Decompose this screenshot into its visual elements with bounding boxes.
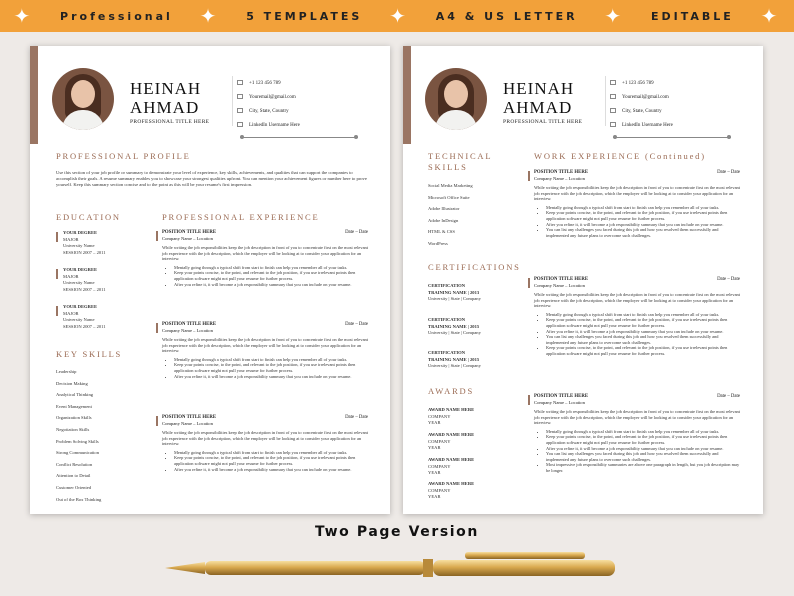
award-item: AWARD NAME HERE COMPANY YEAR (428, 457, 475, 475)
contact-list: +1 123 456 789 Youremail@gmail.com City, State, Country LinkedIn Username Here (237, 77, 300, 133)
section-heading: KEY SKILLS (56, 349, 123, 359)
banner-label: A4 & US LETTER (435, 9, 578, 23)
caption: Two Page Version (315, 524, 479, 540)
skills-list: Leadership Decision Making Analytical Thinking Event Management Organization Skills Negotiation Skills Problem Solving Skills Strong Communication Conflict Resolution Attention to Detail Customer Oriented Out of the Box Thinking (56, 369, 102, 502)
award-item: AWARD NAME HERE COMPANY YEAR (428, 481, 475, 499)
email-icon (237, 94, 243, 99)
star-icon: ✦ (604, 4, 625, 28)
award-item: AWARD NAME HERE COMPANY YEAR (428, 432, 475, 450)
avatar (425, 68, 487, 130)
accent-bar (403, 46, 411, 144)
divider (240, 137, 358, 138)
pen-illustration (165, 548, 625, 582)
certification-item: CERTIFICATION TRAINING NAME | 2013 University | State | Company (428, 283, 481, 301)
section-heading: TECHNICAL SKILLS (428, 151, 493, 172)
job-entry: POSITION TITLE HERE Date – Date Company Name – Location While writing the job responsibilities keep the job description in front of you to concentrate first on the most relevant job experience with the job description, which the employer will be looking at to consider your application for an interview. • Mentally going through a typical shift from start to finish can help you remember all of your tasks. • Keep your points concise, to the point, and relevant to the job position, if you use irrelevant points then application software might not pull your resume for further process. • After you refine it, it will become a job responsibility summary that you can include on your resume. (162, 415, 368, 472)
education-item: YOUR DEGREE MAJOR University Name SESSION 2007 – 2011 (63, 230, 106, 255)
star-icon: ✦ (389, 4, 409, 28)
award-item: AWARD NAME HERE COMPANY YEAR (428, 407, 475, 425)
phone-icon (610, 80, 616, 85)
section-heading: AWARDS (428, 386, 475, 396)
job-entry: POSITION TITLE HERE Date – Date Company Name – Location While writing the job responsibilities keep the job description in front of you to concentrate first on the most relevant job experience with the job description, which the employer will be looking at to consider your application for an interview. • Mentally going through a typical shift from start to finish can help you remember all of your tasks. • Keep your points concise, to the point, and relevant to the job position, if you use irrelevant points then application software might not pull your resume for further process. • After you refine it, it will become a job responsibility summary that you can include on your resume. • You can list any challenges you faced during this job and how you resolved them successfully and implemented any future plans to overcome such challenges. • Most impressive job responsibility summaries are above one paragraph in length, but you job description may be longer. (534, 394, 740, 474)
resume-page-2 (403, 46, 763, 514)
resume-name: HEINAH AHMAD (503, 79, 575, 117)
linkedin-icon (610, 122, 616, 127)
job-entry: POSITION TITLE HERE Date – Date Company Name – Location While writing the job responsibilities keep the job description in front of you to concentrate first on the most relevant job experience with the job description, which the employer will be looking at to consider your application for an interview. • Mentally going through a typical shift from start to finish can help you remember all of your tasks. • Keep your points concise, to the point, and relevant to the job position, if you use irrelevant points then application software might not pull your resume for further process. • After you refine it, it will become a job responsibility summary that you can include on your resume. • You can list any challenges you faced during this job and how you resolved them successfully and implemented any future plans to overcome such challenges. • Keep your points concise, to the point, and relevant to the job position, if you use irrelevant points then application software might not pull your resume for further process. (534, 277, 740, 357)
certification-item: CERTIFICATION TRAINING NAME | 2015 University | State | Company (428, 350, 481, 368)
job-entry: POSITION TITLE HERE Date – Date Company Name – Location While writing the job responsibilities keep the job description in front of you to concentrate first on the most relevant job experience with the job description, which the employer will be looking at to consider your application for an interview. • Mentally going through a typical shift from start to finish can help you remember all of your tasks. • Keep your points concise, to the point, and relevant to the job position, if you use irrelevant points then application software might not pull your resume for further process. • After you refine it, it will become a job responsibility summary that you can include on your resume. (162, 230, 368, 287)
certification-item: CERTIFICATION TRAINING NAME | 2015 University | State | Company (428, 317, 481, 335)
banner-label: Professional (60, 9, 173, 23)
top-banner (0, 0, 794, 32)
section-heading: PROFESSIONAL PROFILE (56, 151, 191, 161)
professional-title: PROFESSIONAL TITLE HERE (130, 119, 210, 125)
accent-bar (30, 46, 38, 144)
education-item: YOUR DEGREE MAJOR University Name SESSION 2007 – 2011 (63, 304, 106, 329)
professional-title: PROFESSIONAL TITLE HERE (503, 119, 583, 125)
linkedin-icon (237, 122, 243, 127)
star-icon: ✦ (760, 4, 781, 28)
star-icon: ✦ (199, 4, 220, 28)
resume-name: HEINAH AHMAD (130, 79, 202, 117)
location-icon (610, 108, 616, 113)
job-entry: POSITION TITLE HERE Date – Date Company Name – Location While writing the job responsibilities keep the job description in front of you to concentrate first on the most relevant job experience with the job description, which the employer will be looking at to consider your application for an interview. • Mentally going through a typical shift from start to finish can help you remember all of your tasks. • Keep your points concise, to the point, and relevant to the job position, if you use irrelevant points then application software might not pull your resume for further process. • After you refine it, it will become a job responsibility summary that you can include on your resume. • You can list any challenges you faced during this job and how you resolved them successfully and implemented any future plans to overcome such challenges. (534, 170, 740, 238)
resume-page-1 (30, 46, 390, 514)
star-icon: ✦ (13, 4, 34, 28)
education-item: YOUR DEGREE MAJOR University Name SESSION 2007 – 2011 (63, 267, 106, 292)
banner-label: 5 TEMPLATES (246, 9, 363, 23)
divider (232, 76, 233, 126)
avatar (52, 68, 114, 130)
divider (605, 76, 606, 126)
tech-skills-list: Social Media Marketing Microsoft Office Suite Adobe Illustrator Adobe InDesign HTML & CSS WordPress (428, 183, 473, 246)
section-heading: CERTIFICATIONS (428, 262, 521, 272)
section-heading: EDUCATION (56, 212, 121, 222)
email-icon (610, 94, 616, 99)
section-heading: WORK EXPERIENCE (Continued) (534, 151, 706, 161)
section-heading: PROFESSIONAL EXPERIENCE (162, 212, 320, 222)
phone-icon (237, 80, 243, 85)
job-entry: POSITION TITLE HERE Date – Date Company Name – Location While writing the job responsibilities keep the job description in front of you to concentrate first on the most relevant job experience with the job description, which the employer will be looking at to consider your application for an interview. • Mentally going through a typical shift from start to finish can help you remember all of your tasks. • Keep your points concise, to the point, and relevant to the job position, if you use irrelevant points then application software might not pull your resume for further process. • After you refine it, it will become a job responsibility summary that you can include on your resume. (162, 322, 368, 379)
contact-list: +1 123 456 789 Youremail@gmail.com City, State, Country LinkedIn Username Here (610, 77, 673, 133)
profile-text: Use this section of your job profile or summary to demonstrate your level of experience, key skills, achievements, and qualities that can support the companies to accomplish their goals. A resume summary enables you to showcase your strongest qualities upfront. You can mention your achievement figures or number here to prove yourself. Keep this summary section concise and to the point as this will be your resume's first impression. (56, 170, 367, 187)
banner-label: EDITABLE (651, 9, 734, 23)
divider (613, 137, 731, 138)
location-icon (237, 108, 243, 113)
